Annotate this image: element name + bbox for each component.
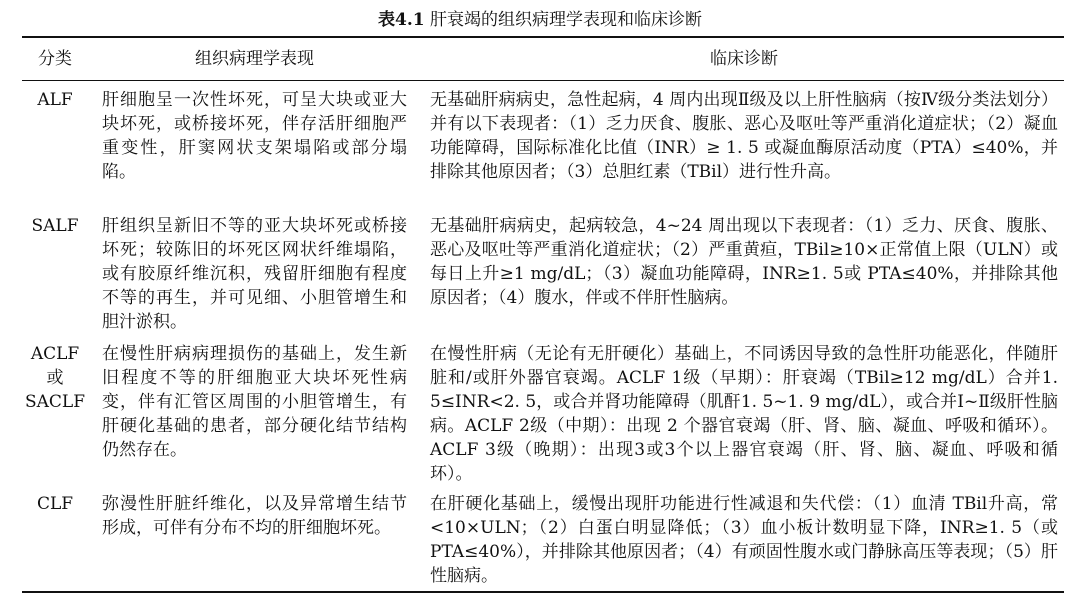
header-class: 分类 xyxy=(38,49,72,69)
clinical-cell: 在肝硬化基础上，缓慢出现肝功能进行性减退和失代偿：（1）血清 TBil升高，常<10×ULN；（2）白蛋白明显降低；（3）血小板计数明显下降，INR≥1. 5（或PTA≤40%），并排除其他原因者；（4）有顽固性腹水或门静脉高压等表现；（5）肝性脑病。 xyxy=(430,494,1058,586)
table-bottom-rule xyxy=(22,591,1064,593)
pathology-cell: 弥漫性肝脏纤维化，以及异常增生结节形成，可伴有分布不均的肝细胞坏死。 xyxy=(102,494,407,538)
table-title: 肝衰竭的组织病理学表现和临床诊断 xyxy=(429,10,702,30)
pathology-cell: 肝细胞呈一次性坏死，可呈大块或亚大块坏死，或桥接坏死，伴存活肝细胞严重变性，肝窦网状支架塌陷或部分塌陷。 xyxy=(102,90,407,182)
table-header-rule xyxy=(22,80,1064,81)
clinical-cell: 无基础肝病病史，急性起病，4 周内出现Ⅱ级及以上肝性脑病（按Ⅳ级分类法划分）并有以下表现者：（1）乏力厌食、腹胀、恶心及呕吐等严重消化道症状；（2）凝血功能障碍，国际标准化比值（INR）≥ 1. 5 或凝血酶原活动度（PTA）≤40%，并排除其他原因者；（3）总胆红素（TBil）进行性升高。 xyxy=(430,90,1058,182)
clinical-cell: 在慢性肝病（无论有无肝硬化）基础上，不同诱因导致的急性肝功能恶化，伴随肝脏和/或肝外器官衰竭。ACLF 1级（早期）：肝衰竭（TBil≥12 mg/dL）合并1. 5≤INR<2. 5，或合并肾功能障碍（肌酐1. 5~1. 9 mg/dL），或合并Ⅰ~Ⅱ级肝性脑病。ACLF 2级（中期）：出现 2 个器官衰竭（肝、肾、脑、凝血、呼吸和循环）。ACLF 3级（晚期）：出现3或3个以上器官衰竭（肝、肾、脑、凝血、呼吸和循环）。 xyxy=(430,344,1058,484)
table-top-rule xyxy=(22,36,1064,38)
class-label-or: 或 xyxy=(46,368,64,388)
class-cell xyxy=(22,88,88,112)
table-caption xyxy=(0,8,1080,32)
table-number: 表4.1 xyxy=(378,10,425,30)
class-label: ALF xyxy=(37,90,73,110)
class-label: ACLF xyxy=(30,344,80,364)
class-cell xyxy=(22,492,88,516)
class-cell xyxy=(22,342,88,414)
class-label: CLF xyxy=(36,494,74,514)
clinical-cell: 无基础肝病病史，起病较急，4~24 周出现以下表现者：（1）乏力、厌食、腹胀、恶心及呕吐等严重消化道症状；（2）严重黄疸，TBil≥10×正常值上限（ULN）或每日上升≥1 mg/dL；（3）凝血功能障碍，INR≥1. 5或 PTA≤40%，并排除其他原因者；（4）腹水，伴或不伴肝性脑病。 xyxy=(430,216,1058,308)
class-label: SACLF xyxy=(24,392,85,412)
header-clinical: 临床诊断 xyxy=(710,49,778,69)
pathology-cell: 肝组织呈新旧不等的亚大块坏死或桥接坏死；较陈旧的坏死区网状纤维塌陷，或有胶原纤维沉积，残留肝细胞有程度不等的再生，并可见细、小胆管增生和胆汁淤积。 xyxy=(102,216,407,332)
class-cell xyxy=(22,214,88,238)
header-pathology: 组织病理学表现 xyxy=(195,49,314,69)
class-label: SALF xyxy=(31,216,79,236)
pathology-cell: 在慢性肝病病理损伤的基础上，发生新旧程度不等的肝细胞亚大块坏死性病变，伴有汇管区周围的小胆管增生，有肝硬化基础的患者，部分硬化结节结构仍然存在。 xyxy=(102,344,407,460)
